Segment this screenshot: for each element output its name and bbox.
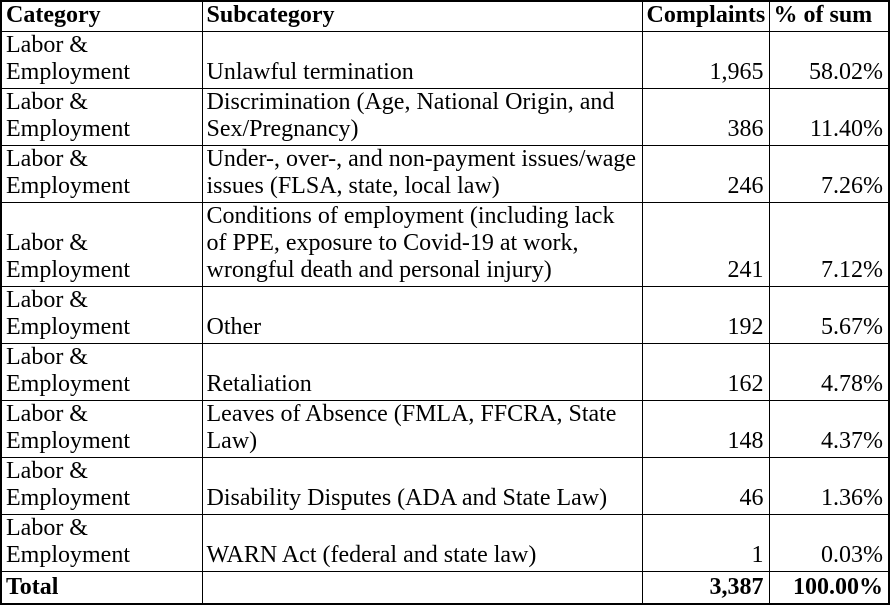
complaints-cell: 192 [642, 287, 769, 344]
category-cell: Labor & Employment [1, 32, 202, 89]
complaints-cell: 148 [642, 401, 769, 458]
complaints-cell: 241 [642, 203, 769, 287]
pct-cell: 4.37% [769, 401, 889, 458]
table-row [1, 287, 889, 344]
subcategory-cell: Discrimination (Age, National Origin, and Sex/Pregnancy) [202, 89, 642, 146]
table-header-row [1, 1, 889, 32]
table-row [1, 344, 889, 401]
pct-cell: 11.40% [769, 89, 889, 146]
complaints-cell: 1,965 [642, 32, 769, 89]
complaints-cell: 386 [642, 89, 769, 146]
table-total-row [1, 572, 889, 604]
pct-cell: 1.36% [769, 458, 889, 515]
table-row [1, 32, 889, 89]
category-cell: Labor & Employment [1, 401, 202, 458]
header-subcategory: Subcategory [202, 1, 642, 32]
category-cell: Labor & Employment [1, 146, 202, 203]
table-row [1, 203, 889, 287]
total-label-cell: Total [1, 572, 202, 604]
subcategory-cell: Retaliation [202, 344, 642, 401]
pct-cell: 58.02% [769, 32, 889, 89]
complaints-cell: 162 [642, 344, 769, 401]
table-row [1, 401, 889, 458]
pct-cell: 7.26% [769, 146, 889, 203]
subcategory-cell: Other [202, 287, 642, 344]
subcategory-cell: WARN Act (federal and state law) [202, 515, 642, 572]
category-cell: Labor & Employment [1, 515, 202, 572]
pct-cell: 4.78% [769, 344, 889, 401]
table-row [1, 458, 889, 515]
complaints-cell: 246 [642, 146, 769, 203]
pct-cell: 5.67% [769, 287, 889, 344]
header-category: Category [1, 1, 202, 32]
table-row [1, 89, 889, 146]
category-cell: Labor & Employment [1, 344, 202, 401]
subcategory-cell: Under-, over-, and non-payment issues/wage issues (FLSA, state, local law) [202, 146, 642, 203]
pct-cell: 7.12% [769, 203, 889, 287]
subcategory-cell: Unlawful termination [202, 32, 642, 89]
category-cell: Labor & Employment [1, 203, 202, 287]
category-cell: Labor & Employment [1, 89, 202, 146]
category-cell: Labor & Employment [1, 458, 202, 515]
subcategory-cell: Conditions of employment (including lack of PPE, exposure to Covid-19 at work, wrongful death and personal injury) [202, 203, 642, 287]
category-cell: Labor & Employment [1, 287, 202, 344]
complaints-cell: 46 [642, 458, 769, 515]
subcategory-cell: Disability Disputes (ADA and State Law) [202, 458, 642, 515]
subcategory-cell: Leaves of Absence (FMLA, FFCRA, State Law) [202, 401, 642, 458]
total-pct-cell: 100.00% [769, 572, 889, 604]
header-pct-of-sum: % of sum [769, 1, 889, 32]
pct-cell: 0.03% [769, 515, 889, 572]
header-complaints: Complaints [642, 1, 769, 32]
table-row [1, 146, 889, 203]
total-subcategory-cell [202, 572, 642, 604]
total-complaints-cell: 3,387 [642, 572, 769, 604]
table-row [1, 515, 889, 572]
complaints-cell: 1 [642, 515, 769, 572]
